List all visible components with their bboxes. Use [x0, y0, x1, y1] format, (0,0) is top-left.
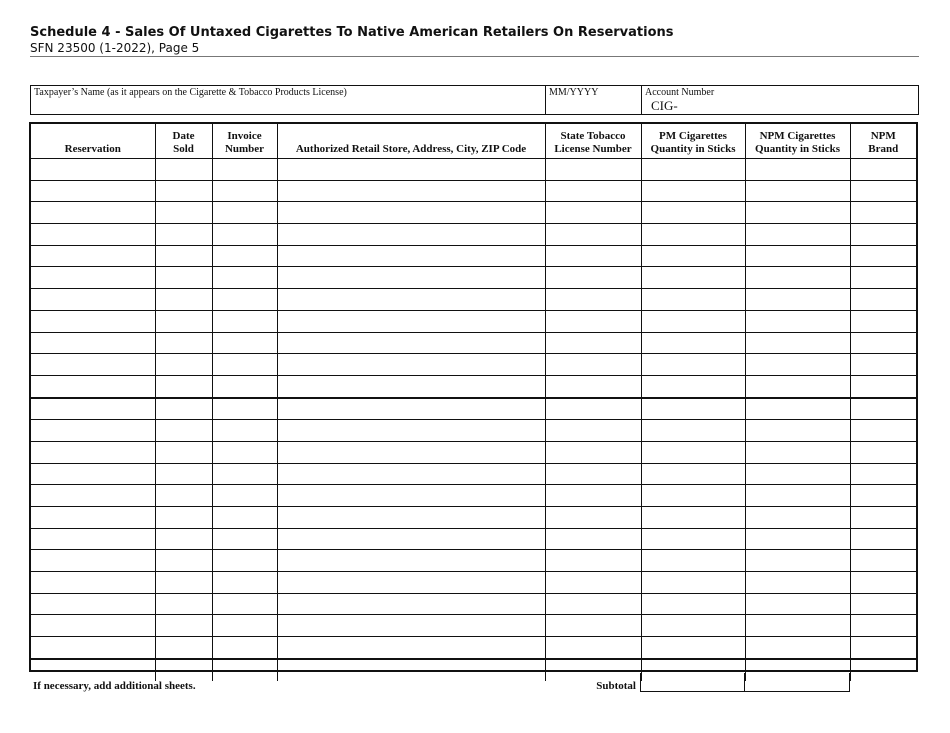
- table-cell[interactable]: [745, 441, 850, 463]
- table-cell[interactable]: [212, 398, 277, 420]
- table-cell[interactable]: [850, 615, 916, 637]
- table-cell[interactable]: [155, 659, 212, 681]
- table-cell[interactable]: [641, 202, 745, 224]
- table-row: [31, 593, 916, 615]
- table-cell[interactable]: [212, 441, 277, 463]
- table-row: [31, 159, 916, 181]
- table-cell[interactable]: [641, 463, 745, 485]
- table-row: [31, 485, 916, 507]
- table-cell[interactable]: [31, 224, 155, 246]
- column-header-line2: License Number: [554, 143, 632, 155]
- table-row: [31, 441, 916, 463]
- table-cell[interactable]: [277, 159, 545, 181]
- table-cell[interactable]: [155, 224, 212, 246]
- table-body: [31, 159, 916, 681]
- table-cell[interactable]: [155, 180, 212, 202]
- table-cell[interactable]: [155, 572, 212, 594]
- table-cell[interactable]: [212, 550, 277, 572]
- table-cell[interactable]: [212, 202, 277, 224]
- table-cell[interactable]: [641, 420, 745, 442]
- column-header: [641, 124, 745, 159]
- table-cell[interactable]: [31, 375, 155, 397]
- table-cell[interactable]: [212, 289, 277, 311]
- table-cell[interactable]: [31, 159, 155, 181]
- table-cell[interactable]: [545, 485, 641, 507]
- table-cell[interactable]: [745, 550, 850, 572]
- table-cell[interactable]: [155, 615, 212, 637]
- table-row: [31, 615, 916, 637]
- sales-table: [31, 124, 916, 681]
- table-cell[interactable]: [31, 202, 155, 224]
- table-cell[interactable]: [277, 180, 545, 202]
- table-cell[interactable]: [31, 267, 155, 289]
- table-cell[interactable]: [277, 637, 545, 659]
- table-cell[interactable]: [212, 593, 277, 615]
- table-cell[interactable]: [745, 289, 850, 311]
- table-cell[interactable]: [850, 637, 916, 659]
- table-row: [31, 289, 916, 311]
- table-row: [31, 267, 916, 289]
- table-cell[interactable]: [850, 420, 916, 442]
- table-cell[interactable]: [850, 572, 916, 594]
- period-field[interactable]: [545, 86, 641, 114]
- table-cell[interactable]: [155, 637, 212, 659]
- table-cell[interactable]: [277, 593, 545, 615]
- column-header-line1: PM Cigarettes: [659, 130, 727, 142]
- table-cell[interactable]: [155, 550, 212, 572]
- table-cell[interactable]: [641, 528, 745, 550]
- column-header: [277, 124, 545, 159]
- table-row: [31, 245, 916, 267]
- table-cell[interactable]: [277, 659, 545, 681]
- table-cell[interactable]: [31, 441, 155, 463]
- table-row: [31, 637, 916, 659]
- table-cell[interactable]: [155, 593, 212, 615]
- column-header-line2: Brand: [868, 143, 899, 155]
- table-cell[interactable]: [545, 289, 641, 311]
- table-cell[interactable]: [212, 572, 277, 594]
- column-header: [850, 124, 916, 159]
- table-cell[interactable]: [277, 224, 545, 246]
- column-header-line1: State Tobacco: [560, 130, 626, 142]
- table-cell[interactable]: [850, 354, 916, 376]
- table-cell[interactable]: [277, 398, 545, 420]
- taxpayer-name-label: Taxpayer’s Name (as it appears on the Cigarette & Tobacco Products License): [34, 87, 347, 98]
- table-cell[interactable]: [31, 354, 155, 376]
- subtotal-pm-field[interactable]: [640, 673, 745, 692]
- table-cell[interactable]: [641, 180, 745, 202]
- table-cell[interactable]: [31, 528, 155, 550]
- table-cell[interactable]: [277, 463, 545, 485]
- table-cell[interactable]: [545, 245, 641, 267]
- table-row: [31, 572, 916, 594]
- table-cell[interactable]: [212, 354, 277, 376]
- table-row: [31, 310, 916, 332]
- table-cell[interactable]: [31, 463, 155, 485]
- table-cell[interactable]: [212, 507, 277, 529]
- table-cell[interactable]: [641, 375, 745, 397]
- table-cell[interactable]: [545, 332, 641, 354]
- table-cell[interactable]: [641, 245, 745, 267]
- column-header-line1: [31, 130, 155, 143]
- table-cell[interactable]: [545, 528, 641, 550]
- table-cell[interactable]: [277, 572, 545, 594]
- table-cell[interactable]: [31, 593, 155, 615]
- table-cell[interactable]: [31, 572, 155, 594]
- table-cell[interactable]: [277, 375, 545, 397]
- table-row: [31, 420, 916, 442]
- table-cell[interactable]: [31, 310, 155, 332]
- table-cell[interactable]: [212, 485, 277, 507]
- table-cell[interactable]: [745, 593, 850, 615]
- table-cell[interactable]: [745, 267, 850, 289]
- table-cell[interactable]: [641, 354, 745, 376]
- table-cell[interactable]: [277, 202, 545, 224]
- table-cell[interactable]: [545, 463, 641, 485]
- column-header-line2: Authorized Retail Store, Address, City, ZIP Code: [295, 143, 527, 155]
- table-cell[interactable]: [155, 528, 212, 550]
- table-cell[interactable]: [31, 615, 155, 637]
- table-row: [31, 180, 916, 202]
- table-row: [31, 463, 916, 485]
- table-cell[interactable]: [850, 593, 916, 615]
- table-cell[interactable]: [850, 398, 916, 420]
- table-cell[interactable]: [850, 289, 916, 311]
- table-cell[interactable]: [155, 507, 212, 529]
- table-cell[interactable]: [850, 267, 916, 289]
- column-header-line2: Sold: [173, 143, 194, 155]
- table-cell[interactable]: [155, 159, 212, 181]
- table-cell[interactable]: [745, 202, 850, 224]
- sales-table-frame: [29, 122, 918, 672]
- table-cell[interactable]: [212, 637, 277, 659]
- table-cell[interactable]: [155, 485, 212, 507]
- column-header: [212, 124, 277, 159]
- table-cell[interactable]: [212, 375, 277, 397]
- table-cell[interactable]: [641, 572, 745, 594]
- table-header-row: [31, 124, 916, 159]
- column-header: [545, 124, 641, 159]
- table-cell[interactable]: [277, 615, 545, 637]
- table-cell[interactable]: [212, 659, 277, 681]
- table-cell[interactable]: [277, 420, 545, 442]
- table-cell[interactable]: [31, 398, 155, 420]
- table-cell[interactable]: [545, 202, 641, 224]
- table-cell[interactable]: [641, 267, 745, 289]
- table-cell[interactable]: [850, 528, 916, 550]
- table-cell[interactable]: [745, 528, 850, 550]
- table-cell[interactable]: [745, 485, 850, 507]
- table-row: [31, 202, 916, 224]
- table-cell[interactable]: [641, 593, 745, 615]
- table-cell[interactable]: [745, 507, 850, 529]
- table-cell[interactable]: [545, 224, 641, 246]
- table-cell[interactable]: [641, 159, 745, 181]
- table-cell[interactable]: [850, 441, 916, 463]
- table-cell[interactable]: [212, 245, 277, 267]
- table-cell[interactable]: [212, 267, 277, 289]
- table-cell[interactable]: [212, 332, 277, 354]
- table-cell[interactable]: [155, 420, 212, 442]
- table-cell[interactable]: [745, 637, 850, 659]
- table-cell[interactable]: [155, 375, 212, 397]
- table-cell[interactable]: [745, 375, 850, 397]
- table-cell[interactable]: [850, 159, 916, 181]
- table-cell[interactable]: [545, 507, 641, 529]
- account-number-value: CIG-: [651, 98, 678, 113]
- table-cell[interactable]: [212, 528, 277, 550]
- table-cell[interactable]: [545, 354, 641, 376]
- table-cell[interactable]: [155, 354, 212, 376]
- additional-sheets-note: If necessary, add additional sheets.: [33, 680, 196, 692]
- form-id: SFN 23500 (1-2022), Page 5: [30, 41, 200, 55]
- table-cell[interactable]: [545, 398, 641, 420]
- table-cell[interactable]: [212, 180, 277, 202]
- table-cell[interactable]: [641, 637, 745, 659]
- table-cell[interactable]: [545, 572, 641, 594]
- table-cell[interactable]: [31, 332, 155, 354]
- account-number-label: Account Number: [645, 87, 715, 98]
- column-header-line2: Quantity in Sticks: [650, 143, 736, 155]
- table-cell[interactable]: [745, 572, 850, 594]
- column-header: [155, 124, 212, 159]
- table-cell[interactable]: [745, 398, 850, 420]
- table-cell[interactable]: [31, 180, 155, 202]
- table-cell[interactable]: [850, 507, 916, 529]
- table-cell[interactable]: [277, 332, 545, 354]
- table-cell[interactable]: [850, 375, 916, 397]
- table-row: [31, 332, 916, 354]
- table-row: [31, 375, 916, 397]
- column-header-line2: Number: [224, 143, 265, 155]
- table-cell[interactable]: [850, 659, 916, 681]
- table-cell[interactable]: [745, 310, 850, 332]
- table-cell[interactable]: [31, 245, 155, 267]
- column-header: [745, 124, 850, 159]
- table-cell[interactable]: [31, 659, 155, 681]
- table-cell[interactable]: [545, 180, 641, 202]
- table-cell[interactable]: [545, 593, 641, 615]
- table-cell[interactable]: [745, 245, 850, 267]
- table-cell[interactable]: [850, 180, 916, 202]
- table-cell[interactable]: [155, 310, 212, 332]
- title-divider: [30, 56, 919, 57]
- table-cell[interactable]: [277, 550, 545, 572]
- table-cell[interactable]: [745, 420, 850, 442]
- column-header-line1: Date: [172, 130, 195, 142]
- table-cell[interactable]: [212, 463, 277, 485]
- table-cell[interactable]: [545, 420, 641, 442]
- table-cell[interactable]: [277, 289, 545, 311]
- table-cell[interactable]: [545, 615, 641, 637]
- table-cell[interactable]: [745, 354, 850, 376]
- table-cell[interactable]: [212, 615, 277, 637]
- table-cell[interactable]: [155, 441, 212, 463]
- table-cell[interactable]: [277, 267, 545, 289]
- table-cell[interactable]: [155, 398, 212, 420]
- table-cell[interactable]: [641, 441, 745, 463]
- column-header-line1: NPM Cigarettes: [759, 130, 836, 142]
- table-cell[interactable]: [31, 289, 155, 311]
- table-cell[interactable]: [641, 332, 745, 354]
- table-row: [31, 528, 916, 550]
- account-number-field[interactable]: [641, 86, 919, 114]
- table-row: [31, 224, 916, 246]
- table-cell[interactable]: [31, 507, 155, 529]
- table-row: [31, 550, 916, 572]
- table-cell[interactable]: [641, 507, 745, 529]
- column-header-line2: Quantity in Sticks: [755, 143, 840, 155]
- table-cell[interactable]: [31, 420, 155, 442]
- table-cell[interactable]: [545, 310, 641, 332]
- column-header-line1: Invoice: [227, 130, 262, 142]
- table-cell[interactable]: [31, 637, 155, 659]
- table-cell[interactable]: [641, 615, 745, 637]
- table-cell[interactable]: [545, 267, 641, 289]
- table-cell[interactable]: [850, 463, 916, 485]
- table-cell[interactable]: [745, 615, 850, 637]
- table-cell[interactable]: [155, 332, 212, 354]
- table-cell[interactable]: [212, 224, 277, 246]
- table-cell[interactable]: [745, 224, 850, 246]
- table-cell[interactable]: [155, 463, 212, 485]
- table-row: [31, 507, 916, 529]
- table-cell[interactable]: [277, 507, 545, 529]
- table-cell[interactable]: [545, 659, 641, 681]
- table-cell[interactable]: [641, 224, 745, 246]
- table-cell[interactable]: [545, 550, 641, 572]
- form-title: Schedule 4 - Sales Of Untaxed Cigarettes To Native American Retailers On Reservations: [30, 25, 674, 40]
- table-cell[interactable]: [850, 245, 916, 267]
- column-header-line2: Reservation: [64, 143, 121, 155]
- table-cell[interactable]: [155, 202, 212, 224]
- table-cell[interactable]: [155, 289, 212, 311]
- subtotal-label: Subtotal: [596, 680, 636, 692]
- subtotal-npm-field[interactable]: [744, 673, 850, 692]
- table-cell[interactable]: [545, 441, 641, 463]
- taxpayer-info-row: [30, 85, 919, 115]
- table-cell[interactable]: [745, 332, 850, 354]
- table-cell[interactable]: [850, 202, 916, 224]
- table-cell[interactable]: [277, 441, 545, 463]
- table-cell[interactable]: [155, 245, 212, 267]
- table-cell[interactable]: [641, 310, 745, 332]
- table-cell[interactable]: [850, 310, 916, 332]
- table-row: [31, 398, 916, 420]
- table-row: [31, 354, 916, 376]
- table-cell[interactable]: [277, 485, 545, 507]
- table-cell[interactable]: [31, 485, 155, 507]
- table-cell[interactable]: [641, 550, 745, 572]
- table-cell[interactable]: [641, 485, 745, 507]
- table-cell[interactable]: [641, 398, 745, 420]
- table-cell[interactable]: [641, 289, 745, 311]
- column-header: [31, 124, 155, 159]
- table-cell[interactable]: [277, 310, 545, 332]
- table-cell[interactable]: [850, 224, 916, 246]
- table-cell[interactable]: [545, 375, 641, 397]
- table-cell[interactable]: [850, 332, 916, 354]
- table-cell[interactable]: [212, 310, 277, 332]
- table-cell[interactable]: [277, 354, 545, 376]
- table-cell[interactable]: [31, 550, 155, 572]
- period-label: MM/YYYY: [549, 87, 599, 98]
- table-cell[interactable]: [212, 420, 277, 442]
- table-cell[interactable]: [850, 550, 916, 572]
- table-cell[interactable]: [850, 485, 916, 507]
- table-cell[interactable]: [745, 463, 850, 485]
- table-cell[interactable]: [277, 528, 545, 550]
- table-cell[interactable]: [277, 245, 545, 267]
- table-cell[interactable]: [155, 267, 212, 289]
- column-header-line1: NPM: [870, 130, 896, 142]
- column-header-line1: [278, 130, 545, 143]
- table-cell[interactable]: [545, 637, 641, 659]
- table-cell[interactable]: [745, 180, 850, 202]
- table-cell[interactable]: [745, 159, 850, 181]
- taxpayer-name-field[interactable]: [31, 86, 545, 114]
- table-cell[interactable]: [545, 159, 641, 181]
- table-cell[interactable]: [212, 159, 277, 181]
